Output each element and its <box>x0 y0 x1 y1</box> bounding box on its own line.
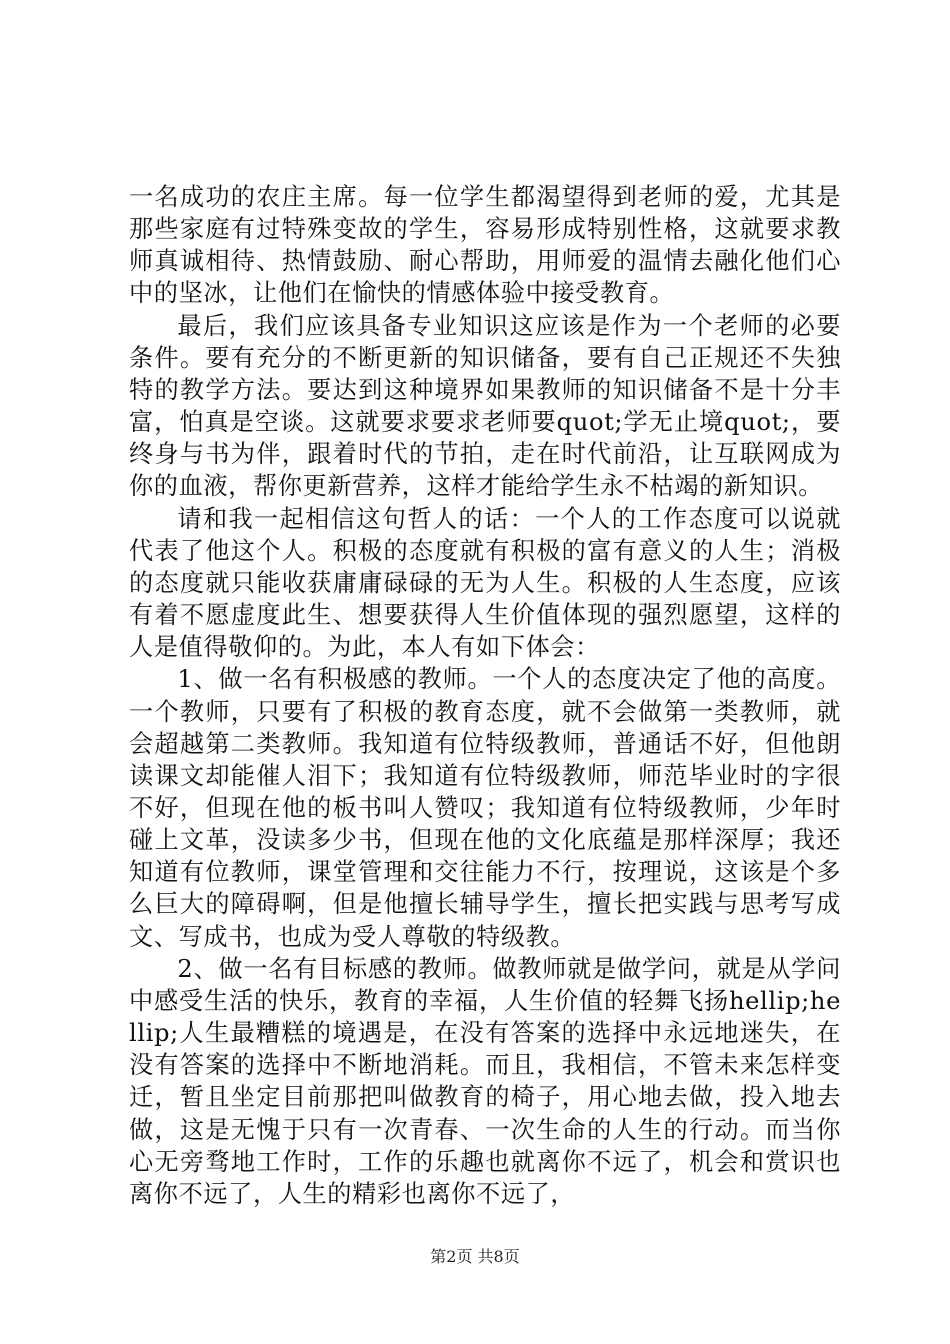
paragraph-5: 2、做一名有目标感的教师。做教师就是做学问，就是从学问中感受生活的快乐，教育的幸福，人生价值的轻舞飞扬hellip;hellip;人生最糟糕的境遇是，在没有答案的选择中永远地迷失，在没有答案的选择中不断地消耗。而且，我相信，不管未来怎样变迁，暂且坐定目前那把叫做教育的椅子，用心地去做，投入地去做，这是无愧于只有一次青春、一次生命的人生的行动。而当你心无旁骛地工作时，工作的乐趣也就离你不远了，机会和赏识也离你不远了，人生的精彩也离你不远了， <box>129 954 841 1208</box>
paragraph-2: 最后，我们应该具备专业知识这应该是作为一个老师的必要条件。要有充分的不断更新的知识储备，要有自己正规还不失独特的教学方法。要达到这种境界如果教师的知识储备不是十分丰富，怕真是空谈。这就要求要求老师要quot;学无止境quot;，要终身与书为伴，跟着时代的节拍，走在时代前沿，让互联网成为你的血液，帮你更新营养，这样才能给学生永不枯竭的新知识。 <box>129 311 841 501</box>
paragraph-4: 1、做一名有积极感的教师。一个人的态度决定了他的高度。一个教师，只要有了积极的教育态度，就不会做第一类教师，就会超越第二类教师。我知道有位特级教师，普通话不好，但他朗读课文却能催人泪下；我知道有位特级教师，师范毕业时的字很不好，但现在他的板书叫人赞叹；我知道有位特级教师，少年时碰上文革，没读多少书，但现在他的文化底蕴是那样深厚；我还知道有位教师，课堂管理和交往能力不行，按理说，这该是个多么巨大的障碍啊，但是他擅长辅导学生，擅长把实践与思考写成文、写成书，也成为受人尊敬的特级教。 <box>129 665 841 951</box>
paragraph-1: 一名成功的农庄主席。每一位学生都渴望得到老师的爱，尤其是那些家庭有过特殊变故的学生，容易形成特别性格，这就要求教师真诚相待、热情鼓励、耐心帮助，用师爱的温情去融化他们心中的坚冰，让他们在愉快的情感体验中接受教育。 <box>129 183 841 308</box>
page-number-footer: 第2页 共8页 <box>430 1247 520 1266</box>
paragraph-3: 请和我一起相信这句哲人的话：一个人的工作态度可以说就代表了他这个人。积极的态度就有积极的富有意义的人生；消极的态度就只能收获庸庸碌碌的无为人生。积极的人生态度，应该有着不愿虚度此生、想要获得人生价值体现的强烈愿望，这样的人是值得敬仰的。为此，本人有如下体会： <box>129 504 841 662</box>
document-body <box>129 181 841 1210</box>
